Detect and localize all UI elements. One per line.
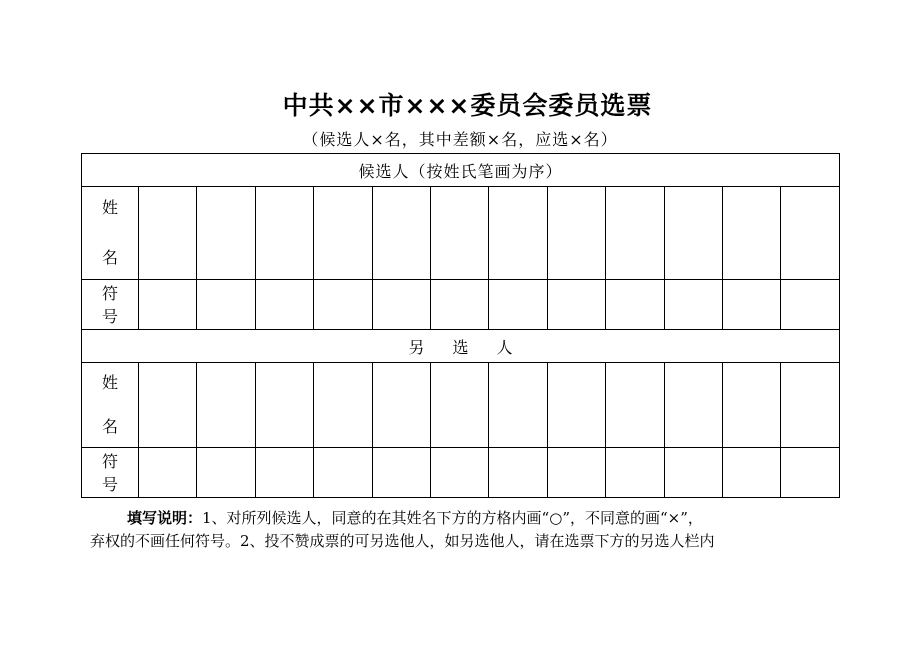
ballot-subtitle: （候选人×名，其中差额×名，应选×名） (302, 130, 618, 149)
symbol-label-top: 符 (101, 283, 118, 303)
candidate-symbol-cell[interactable] (197, 280, 255, 330)
alternate-name-cell[interactable] (781, 363, 840, 448)
candidate-symbol-cell[interactable] (372, 280, 430, 330)
alternate-symbol-row (82, 448, 840, 498)
candidate-name-row (82, 187, 840, 280)
alternate-symbol-cell[interactable] (139, 448, 197, 498)
alternate-name-cell[interactable] (314, 363, 372, 448)
candidates-header-row (82, 154, 840, 187)
instructions-lead: 填写说明： (127, 509, 203, 527)
candidates-header: 候选人（按姓氏笔画为序） (82, 154, 840, 187)
alternate-symbol-cell[interactable] (723, 448, 781, 498)
candidate-symbol-cell[interactable] (664, 280, 722, 330)
candidate-name-cell (489, 187, 547, 280)
instructions-line-2: 弃权的不画任何符号。2、投不赞成票的可另选他人，如另选他人，请在选票下方的另选人栏内 (90, 532, 715, 550)
alternate-name-row (82, 363, 840, 448)
symbol-label-bottom: 号 (101, 306, 118, 326)
ballot-table (81, 153, 840, 498)
instructions (90, 507, 830, 553)
alternate-symbol-cell[interactable] (606, 448, 664, 498)
alternate-symbol-cell[interactable] (431, 448, 489, 498)
alt-name-label-cell (82, 363, 139, 448)
alternate-symbol-cell[interactable] (372, 448, 430, 498)
alternate-header-char: 选 (452, 337, 469, 357)
alternate-name-cell[interactable] (431, 363, 489, 448)
alternate-header-char: 人 (496, 337, 513, 357)
alternate-header-char: 另 (408, 337, 425, 357)
alternate-header-row (82, 330, 840, 363)
alternate-name-cell[interactable] (489, 363, 547, 448)
candidate-name-cell (314, 187, 372, 280)
candidate-symbol-cell[interactable] (255, 280, 313, 330)
candidate-symbol-cell[interactable] (489, 280, 547, 330)
candidate-name-cell (197, 187, 255, 280)
candidate-name-cell (547, 187, 605, 280)
candidate-name-cell (664, 187, 722, 280)
alternate-name-cell[interactable] (606, 363, 664, 448)
candidate-symbol-cell[interactable] (781, 280, 840, 330)
alternate-symbol-cell[interactable] (781, 448, 840, 498)
candidate-symbol-cell[interactable] (606, 280, 664, 330)
alternate-name-cell[interactable] (197, 363, 255, 448)
candidate-name-cell (606, 187, 664, 280)
alternate-name-cell[interactable] (664, 363, 722, 448)
alternate-symbol-cell[interactable] (255, 448, 313, 498)
alt-name-label-bottom: 名 (101, 417, 118, 436)
candidate-name-cell (255, 187, 313, 280)
alt-symbol-label-top: 符 (101, 451, 118, 471)
alt-symbol-label-bottom: 号 (101, 474, 118, 494)
candidate-symbol-cell[interactable] (139, 280, 197, 330)
instructions-line-1 (90, 507, 830, 530)
candidate-name-cell (723, 187, 781, 280)
candidate-name-cell (139, 187, 197, 280)
ballot-title: 中共××市×××委员会委员选票 (282, 91, 653, 120)
candidate-name-cell (372, 187, 430, 280)
alt-symbol-label-cell (82, 448, 139, 498)
name-label-cell (82, 187, 139, 280)
instructions-line-1-text: 1、对所列候选人，同意的在其姓名下方的方格内画“○”，不同意的画“×”， (202, 509, 703, 527)
candidate-symbol-cell[interactable] (547, 280, 605, 330)
candidate-symbol-cell[interactable] (723, 280, 781, 330)
alternate-name-cell[interactable] (139, 363, 197, 448)
alternate-symbol-cell[interactable] (314, 448, 372, 498)
alternate-name-cell[interactable] (723, 363, 781, 448)
candidate-symbol-cell[interactable] (431, 280, 489, 330)
symbol-label-cell (82, 280, 139, 330)
alt-name-label-top: 姓 (101, 373, 118, 392)
name-label-top: 姓 (101, 198, 118, 217)
alternate-header (82, 330, 840, 363)
candidate-symbol-cell[interactable] (314, 280, 372, 330)
alternate-symbol-cell[interactable] (547, 448, 605, 498)
candidate-name-cell (781, 187, 840, 280)
alternate-symbol-cell[interactable] (664, 448, 722, 498)
candidate-symbol-row (82, 280, 840, 330)
alternate-symbol-cell[interactable] (197, 448, 255, 498)
alternate-name-cell[interactable] (547, 363, 605, 448)
candidate-name-cell (431, 187, 489, 280)
alternate-name-cell[interactable] (372, 363, 430, 448)
alternate-name-cell[interactable] (255, 363, 313, 448)
name-label-bottom: 名 (101, 248, 118, 267)
alternate-symbol-cell[interactable] (489, 448, 547, 498)
